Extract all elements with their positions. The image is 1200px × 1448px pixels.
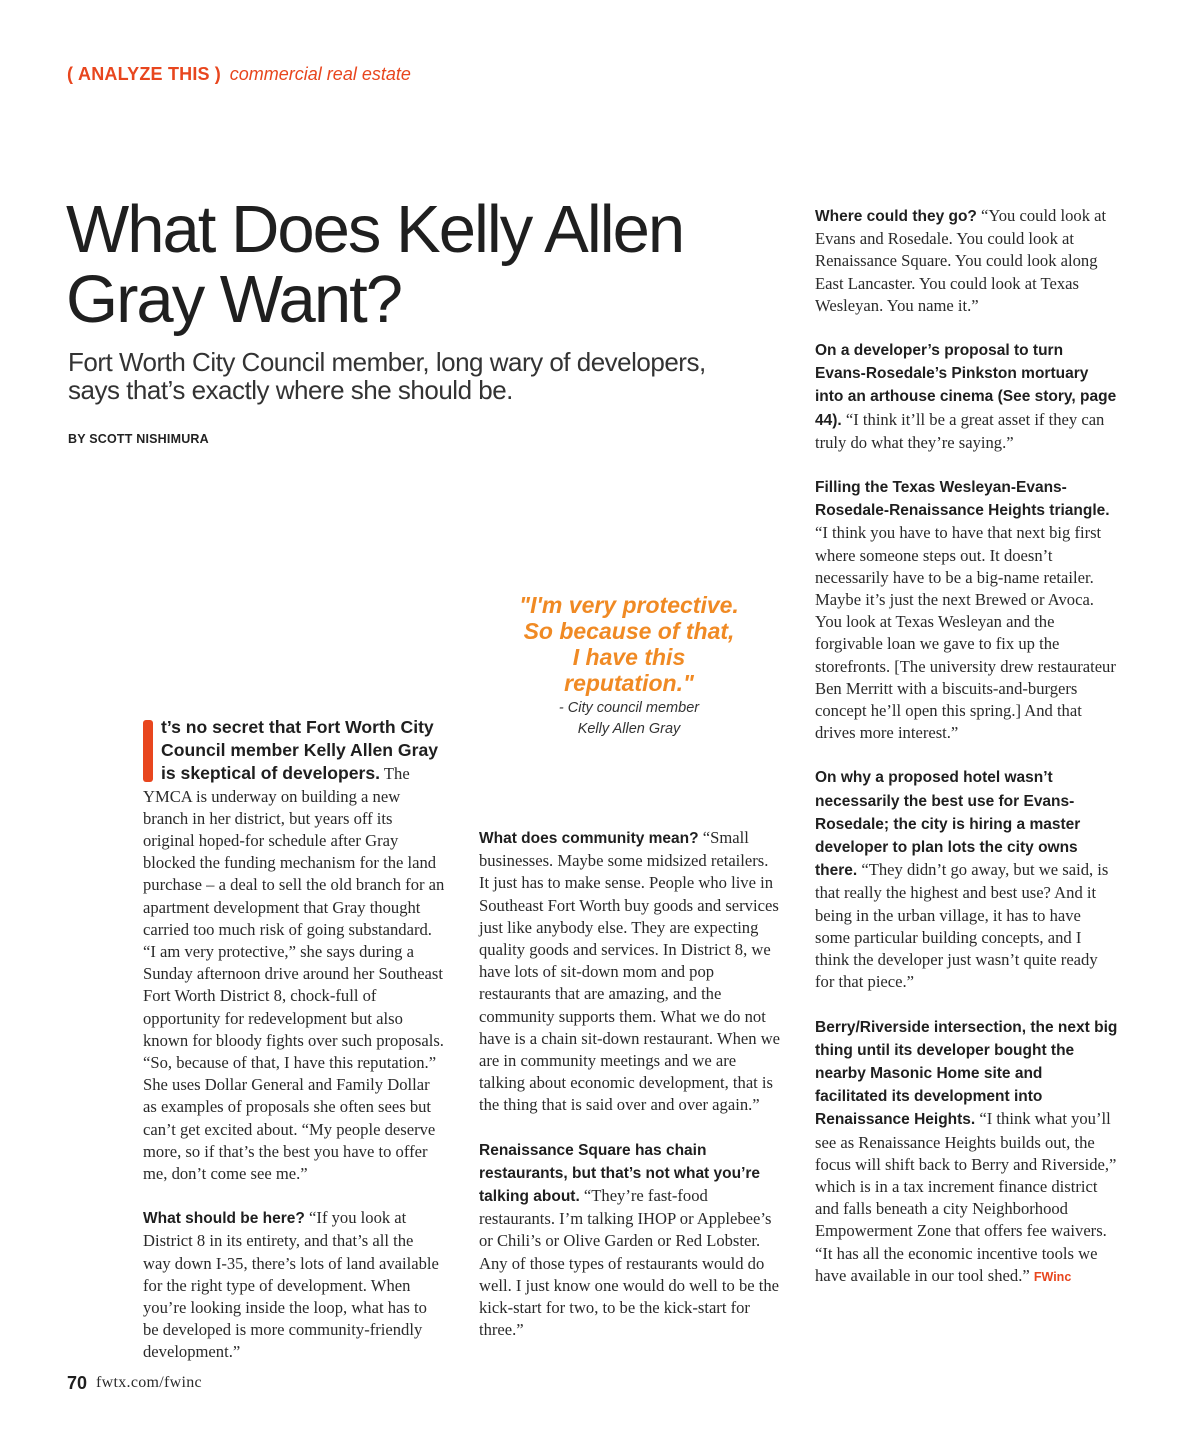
answer-3: “They’re fast-food restaurants. I’m talking IHOP or Applebee’s or Chili’s or Olive Garden or Red Lobster. Any of those types of restaurants would do well. I just know one would do well to be the kick-start for two, to be the kick-start for three.”: [479, 1186, 780, 1340]
answer-4: “You could look at Evans and Rosedale. You could look at Renaissance Square. You could look along East Lancaster. You could look at Texas Wesleyan. You name it.”: [815, 206, 1107, 315]
footer-site-url: fwtx.com/fwinc: [96, 1374, 202, 1391]
qa-paragraph-6: [815, 476, 1118, 744]
question-7: On why a proposed hotel wasn’t necessarily the best use for Evans-Rosedale; the city is hiring a master developer to plan lots the city owns there.: [815, 769, 1081, 880]
qa-paragraph-1: [143, 1207, 445, 1363]
qa-paragraph-7: [815, 766, 1118, 993]
lead-paragraph: [143, 716, 445, 1185]
headline-line-2: Gray Want?: [66, 262, 401, 337]
lead-paragraph-rest: The YMCA is underway on building a new branch in her district, but years off its original hoped-for schedule after Gray blocked the funding mechanism for the land purchase – a deal to sell the old branch for an apartment development that Gray thought carried too much risk of going substandard. “I am very protective,” she says during a Sunday afternoon drive around her Southeast Fort Worth District 8, chock-full of opportunity for redevelopment but also known for bloody fights over such proposals. “So, because of that, I have this reputation.” She uses Dollar General and Family Dollar as examples of proposals she often sees but can’t get excited about. “My people deserve more, so if that’s the best you have to offer me, don’t come see me.”: [143, 764, 445, 1184]
headline-line-1: What Does Kelly Allen: [66, 192, 684, 267]
section-header: [67, 64, 411, 85]
pull-quote: [518, 592, 740, 740]
pull-quote-text: "I'm very protective. So because of that, I have this reputation.": [519, 592, 739, 696]
answer-6: “I think you have to have that next big first where someone steps out. It doesn’t necessarily have to be a big-name retailer. Maybe it’s just the next Brewed or Avoca. You look at Texas Wesleyan and the forgivable loan we gave to fix up the storefronts. [The university drew restaurateur Ben Merritt with a biscuits-and-burgers concept he’ll open this spring.] And that drives more interest.”: [815, 523, 1116, 743]
question-2: What does community mean?: [479, 830, 699, 847]
section-subtitle: commercial real estate: [229, 64, 411, 84]
answer-8: “I think what you’ll see as Renaissance Heights builds out, the focus will shift back to Berry and Riverside,” which is in a tax increment finance district and falls beneath a city Neighborhood Empowerment Zone that offers fee waivers. “It has all the economic incentive tools we have available in our tool shed.”: [815, 1109, 1117, 1285]
end-mark: FWinc: [1033, 1269, 1072, 1284]
question-3: Renaissance Square has chain restaurants, but that’s not what you’re talking about.: [479, 1141, 761, 1206]
qa-paragraph-5: [815, 339, 1118, 454]
dek-line-2: says that’s exactly where she should be.: [68, 375, 513, 405]
body-column-2: [479, 827, 781, 1341]
pull-quote-attr-line-2: Kelly Allen Gray: [577, 721, 681, 737]
answer-2: “Small businesses. Maybe some midsized retailers. It just has to make sense. People who live in Southeast Fort Worth buy goods and services just like anybody else. They are expecting quality goods and services. In District 8, we have lots of sit-down mom and pop restaurants that are amazing, and the community supports them. What we do not have is a chain sit-down restaurant. When we are in community meetings and we are talking about economic development, that is the thing that is said over and over again.”: [479, 828, 781, 1115]
question-6: Filling the Texas Wesleyan-Evans-Rosedale-Renaissance Heights triangle.: [815, 479, 1110, 520]
qa-paragraph-2: [479, 827, 781, 1117]
dek-line-1: Fort Worth City Council member, long wary of developers,: [68, 347, 706, 377]
section-tag: ANALYZE THIS: [78, 64, 210, 84]
page-number: 70: [67, 1373, 88, 1393]
body-column-1: [143, 716, 445, 1364]
article-dek: [68, 348, 768, 404]
section-close-bracket: ): [214, 64, 221, 84]
question-1: What should be here?: [143, 1210, 305, 1228]
byline: BY SCOTT NISHIMURA: [68, 432, 209, 446]
answer-5: “I think it’ll be a great asset if they can truly do what they’re saying.”: [815, 409, 1105, 452]
pull-quote-attr-line-1: - City council member: [558, 700, 700, 716]
body-column-3: [815, 205, 1118, 1288]
question-5: On a developer’s proposal to turn Evans-Rosedale’s Pinkston mortuary into an arthouse cinema (See story, page 44).: [815, 342, 1117, 429]
qa-paragraph-3: [479, 1139, 781, 1342]
question-4: Where could they go?: [815, 208, 977, 225]
qa-paragraph-8: [815, 1016, 1118, 1288]
answer-1: “If you look at District 8 in its entirety, and that’s all the way down I-35, there’s lots of land available for the right type of development. When you’re looking inside the loop, what has to be developed is more community-friendly development.”: [143, 1208, 439, 1362]
section-open-bracket: (: [67, 64, 73, 84]
qa-paragraph-4: [815, 205, 1118, 317]
question-8: Berry/Riverside intersection, the next big thing until its developer bought the nearby Masonic Home site and facilitated its development into Renaissance Heights.: [815, 1018, 1118, 1129]
article-headline: [66, 192, 766, 337]
pull-quote-attribution: [518, 698, 740, 740]
drop-cap-bar: [143, 720, 153, 782]
lead-bold-text: t’s no secret that Fort Worth City Council member Kelly Allen Gray is skeptical of developers.: [161, 717, 439, 784]
answer-7: “They didn’t go away, but we said, is that really the highest and best use? And it being in the urban village, it has to have some particular building concepts, and I think the developer just wasn’t quite ready for that piece.”: [815, 860, 1109, 992]
